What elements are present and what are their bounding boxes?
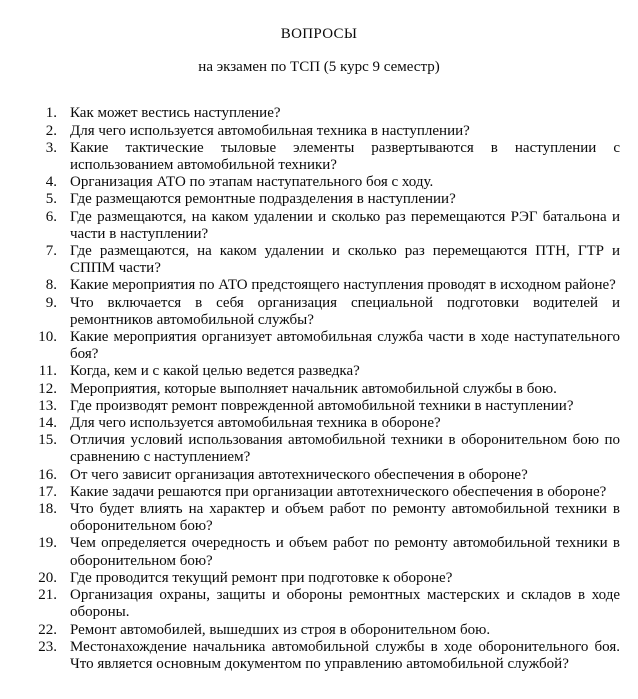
question-number: 7. — [45, 243, 57, 260]
question-text: Где проводится текущий ремонт при подготовке к обороне? — [70, 569, 453, 586]
question-text: Как может вестись наступление? — [70, 105, 281, 122]
question-number: 20. — [38, 569, 57, 586]
question-text: Где размещаются ремонтные подразделения в наступлении? — [70, 191, 456, 208]
question-number: 11. — [38, 363, 57, 380]
question-item — [0, 432, 620, 466]
question-item — [0, 140, 620, 174]
question-text: Где размещаются, на каком удалении и сколько раз перемещаются РЭГ батальона и части в наступлении? — [70, 208, 620, 242]
question-item — [0, 277, 620, 294]
question-number: 2. — [45, 122, 57, 139]
question-item — [0, 535, 620, 569]
document-subtitle: на экзамен по ТСП (5 курс 9 семестр) — [198, 59, 440, 76]
question-list — [0, 105, 638, 673]
question-text: Для чего используется автомобильная техника в обороне? — [70, 415, 441, 432]
question-text: Организация охраны, защиты и обороны ремонтных мастерских и складов в ходе обороны. — [70, 587, 620, 621]
question-item — [0, 174, 620, 191]
question-item — [0, 398, 620, 415]
question-item — [0, 639, 620, 673]
question-text: Мероприятия, которые выполняет начальник автомобильной службы в бою. — [70, 380, 557, 397]
question-item — [0, 622, 620, 639]
question-item — [0, 209, 620, 243]
question-item — [0, 415, 620, 432]
question-text: Когда, кем и с какой целью ведется разведка? — [70, 363, 360, 380]
question-item — [0, 484, 620, 501]
question-text: Ремонт автомобилей, вышедших из строя в оборонительном бою. — [70, 621, 491, 638]
question-text: Для чего используется автомобильная техника в наступлении? — [70, 122, 470, 139]
question-text: Что включается в себя организация специальной подготовки водителей и ремонтников автомобильной службы? — [70, 294, 620, 328]
question-number: 8. — [45, 277, 57, 294]
question-text: Какие мероприятия организует автомобильная служба части в ходе наступательного боя? — [70, 329, 620, 363]
question-number: 17. — [38, 483, 57, 500]
question-text: Какие тактические тыловые элементы развертываются в наступлении с использованием автомобильной техники? — [70, 139, 620, 174]
question-item — [0, 243, 620, 277]
question-number: 23. — [38, 638, 57, 655]
question-item — [0, 501, 620, 535]
question-item — [0, 105, 620, 122]
question-item — [0, 363, 620, 380]
question-number: 15. — [38, 432, 57, 449]
question-text: Какие задачи решаются при организации автотехнического обеспечения в обороне? — [70, 483, 607, 500]
question-item — [0, 191, 620, 208]
question-text: Местонахождение начальника автомобильной службы в ходе оборонительного боя. Что является основным документом по управлению автомобильной службой? — [70, 638, 620, 672]
question-text: Чем определяется очередность и объем работ по ремонту автомобильной техники в оборонительном бою? — [70, 535, 620, 569]
question-number: 14. — [38, 415, 57, 432]
document-title: ВОПРОСЫ — [280, 26, 358, 42]
question-text: Какие мероприятия по АТО предстоящего наступления проводят в исходном районе? — [70, 277, 616, 294]
question-number: 1. — [45, 105, 57, 122]
question-item — [0, 381, 620, 398]
question-text: Организация АТО по этапам наступательного боя с ходу. — [70, 174, 434, 191]
question-item — [0, 570, 620, 587]
question-number: 3. — [45, 139, 57, 156]
question-number: 10. — [38, 329, 57, 346]
question-text: Что будет влиять на характер и объем работ по ремонту автомобильной техники в оборонительном бою? — [70, 501, 620, 535]
question-number: 9. — [45, 294, 57, 311]
question-item — [0, 295, 620, 329]
question-number: 4. — [45, 174, 57, 191]
question-text: Где размещаются, на каком удалении и сколько раз перемещаются ПТН, ГТР и СППМ части? — [70, 243, 620, 277]
question-number: 22. — [38, 621, 57, 638]
question-number: 12. — [38, 380, 57, 397]
question-text: Где производят ремонт поврежденной автомобильной техники в наступлении? — [70, 397, 574, 414]
question-number: 18. — [38, 501, 57, 518]
question-number: 21. — [38, 587, 57, 604]
question-number: 6. — [45, 208, 57, 225]
question-number: 5. — [45, 191, 57, 208]
question-item — [0, 329, 620, 363]
question-item — [0, 467, 620, 484]
question-item — [0, 123, 620, 140]
question-number: 16. — [38, 466, 57, 483]
question-text: Отличия условий использования автомобильной техники в оборонительном бою по сравнению с наступлением? — [70, 432, 620, 466]
question-text: От чего зависит организация автотехнического обеспечения в обороне? — [70, 466, 528, 483]
question-item — [0, 587, 620, 621]
question-number: 13. — [38, 397, 57, 414]
question-number: 19. — [38, 535, 57, 552]
